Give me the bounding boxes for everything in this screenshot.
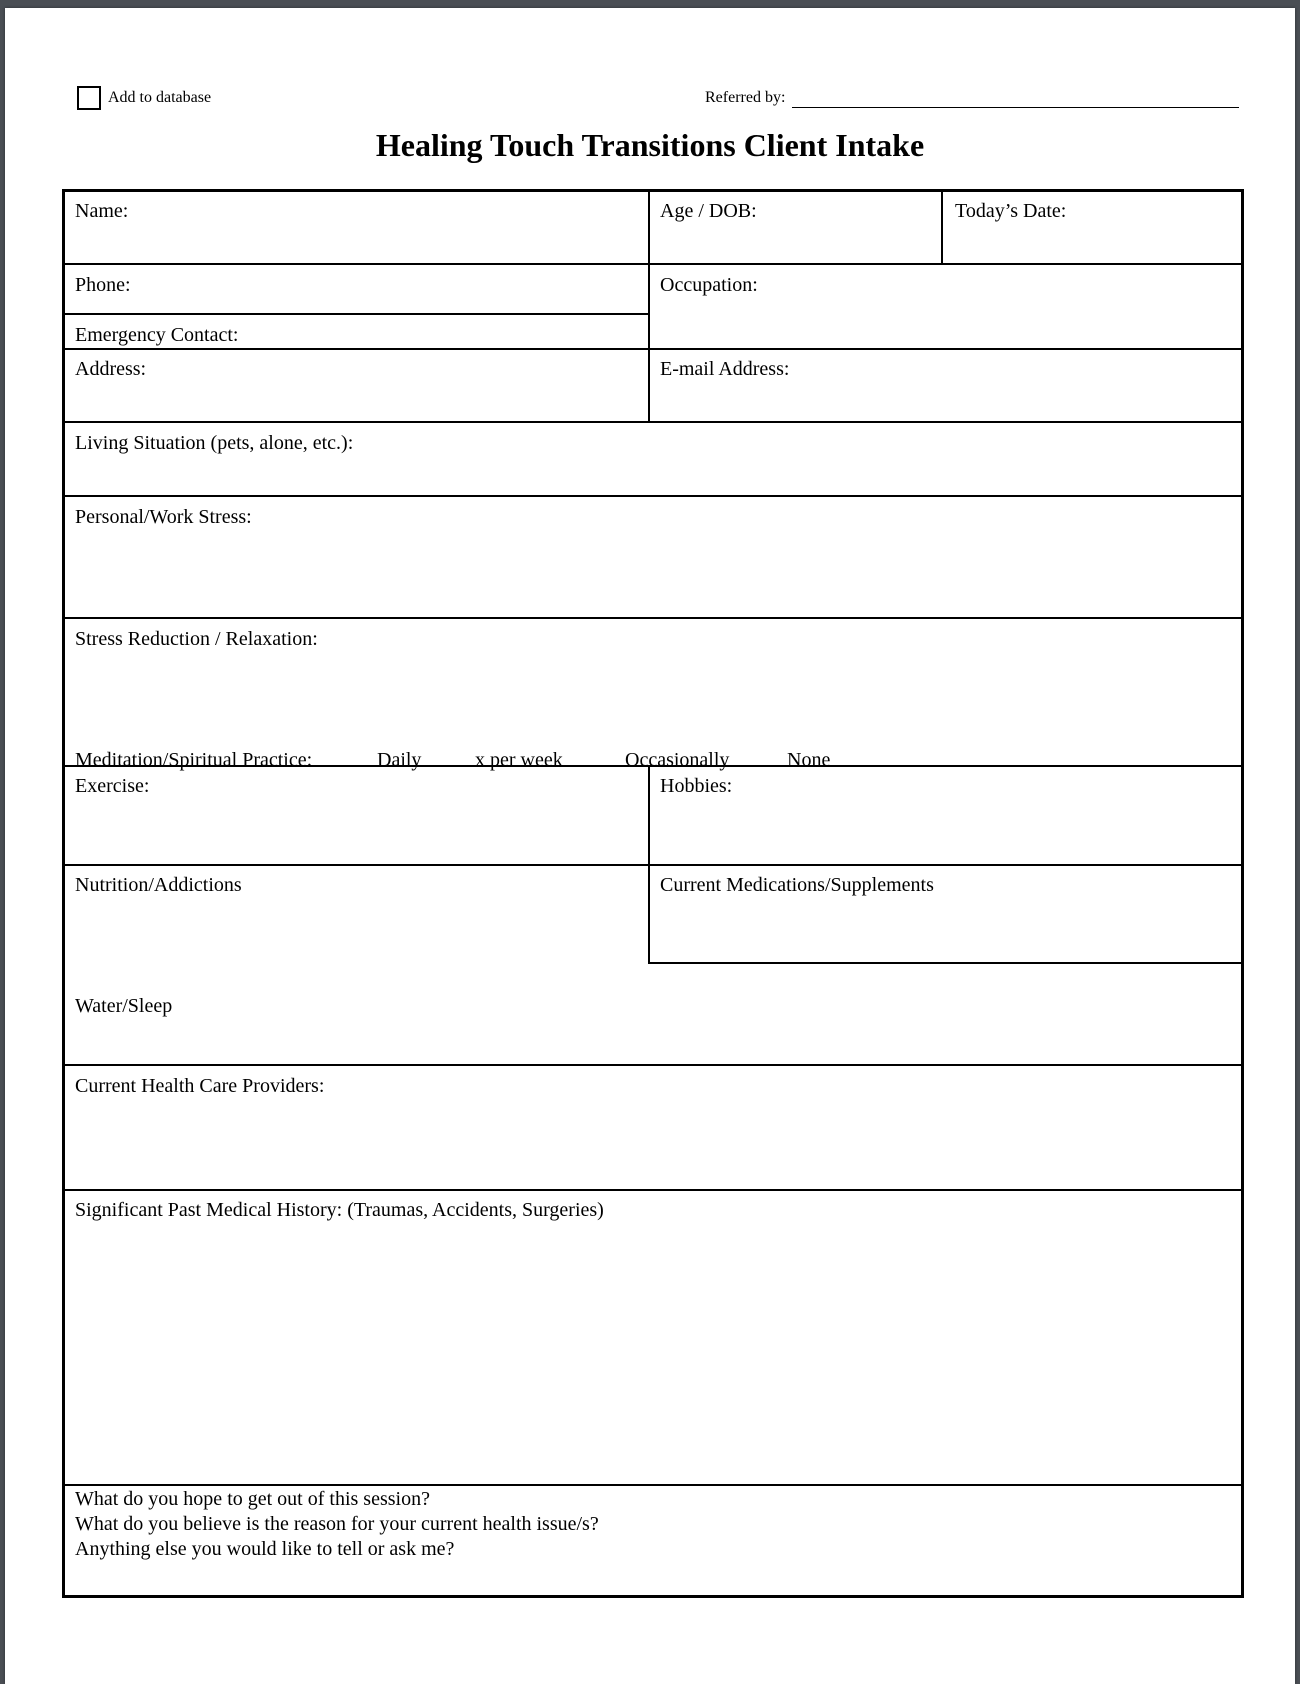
meditation-practice-label: Meditation/Spiritual Practice:	[75, 749, 313, 771]
nutrition-addictions-label: Nutrition/Addictions	[75, 874, 242, 896]
water-sleep-label: Water/Sleep	[75, 995, 173, 1017]
add-to-database-checkbox[interactable]	[77, 86, 101, 110]
phone-label: Phone:	[75, 274, 131, 296]
hobbies-field[interactable]	[650, 767, 1241, 863]
living-situation-label: Living Situation (pets, alone, etc.):	[75, 432, 354, 454]
add-to-database-label: Add to database	[108, 89, 212, 106]
current-medications-label: Current Medications/Supplements	[660, 874, 934, 896]
referred-by-field[interactable]	[792, 107, 1239, 108]
divider	[648, 962, 1241, 964]
stress-reduction-label: Stress Reduction / Relaxation:	[75, 628, 318, 650]
question-hope: What do you hope to get out of this session?	[75, 1488, 430, 1510]
form-title: Healing Touch Transitions Client Intake	[375, 127, 925, 163]
water-sleep-field[interactable]	[65, 986, 1241, 1062]
occupation-label: Occupation:	[660, 274, 758, 296]
health-care-providers-label: Current Health Care Providers:	[75, 1075, 325, 1097]
emergency-contact-label: Emergency Contact:	[75, 324, 239, 346]
personal-work-stress-label: Personal/Work Stress:	[75, 506, 252, 528]
meditation-option-x-per-week[interactable]: x per week	[475, 749, 563, 771]
past-medical-history-label: Significant Past Medical History: (Traumas, Accidents, Surgeries)	[75, 1199, 604, 1221]
todays-date-label: Today’s Date:	[955, 200, 1067, 222]
past-medical-history-field[interactable]	[65, 1191, 1241, 1483]
exercise-label: Exercise:	[75, 775, 150, 797]
referred-by-label: Referred by:	[705, 89, 786, 106]
meditation-option-daily[interactable]: Daily	[377, 749, 422, 771]
age-dob-label: Age / DOB:	[660, 200, 757, 222]
email-address-label: E-mail Address:	[660, 358, 790, 380]
name-label: Name:	[75, 200, 129, 222]
hobbies-label: Hobbies:	[660, 775, 733, 797]
closing-questions	[75, 1487, 599, 1562]
name-field[interactable]	[65, 192, 647, 262]
phone-field[interactable]	[65, 265, 647, 312]
document-page	[5, 8, 1295, 1684]
question-reason: What do you believe is the reason for your current health issue/s?	[75, 1513, 599, 1535]
address-field[interactable]	[65, 350, 647, 420]
address-label: Address:	[75, 358, 147, 380]
meditation-option-none[interactable]: None	[787, 749, 831, 771]
intake-form-table	[62, 189, 1244, 1598]
meditation-option-occasionally[interactable]: Occasionally	[625, 749, 730, 771]
question-anything-else: Anything else you would like to tell or ask me?	[75, 1538, 455, 1560]
exercise-field[interactable]	[65, 767, 647, 863]
